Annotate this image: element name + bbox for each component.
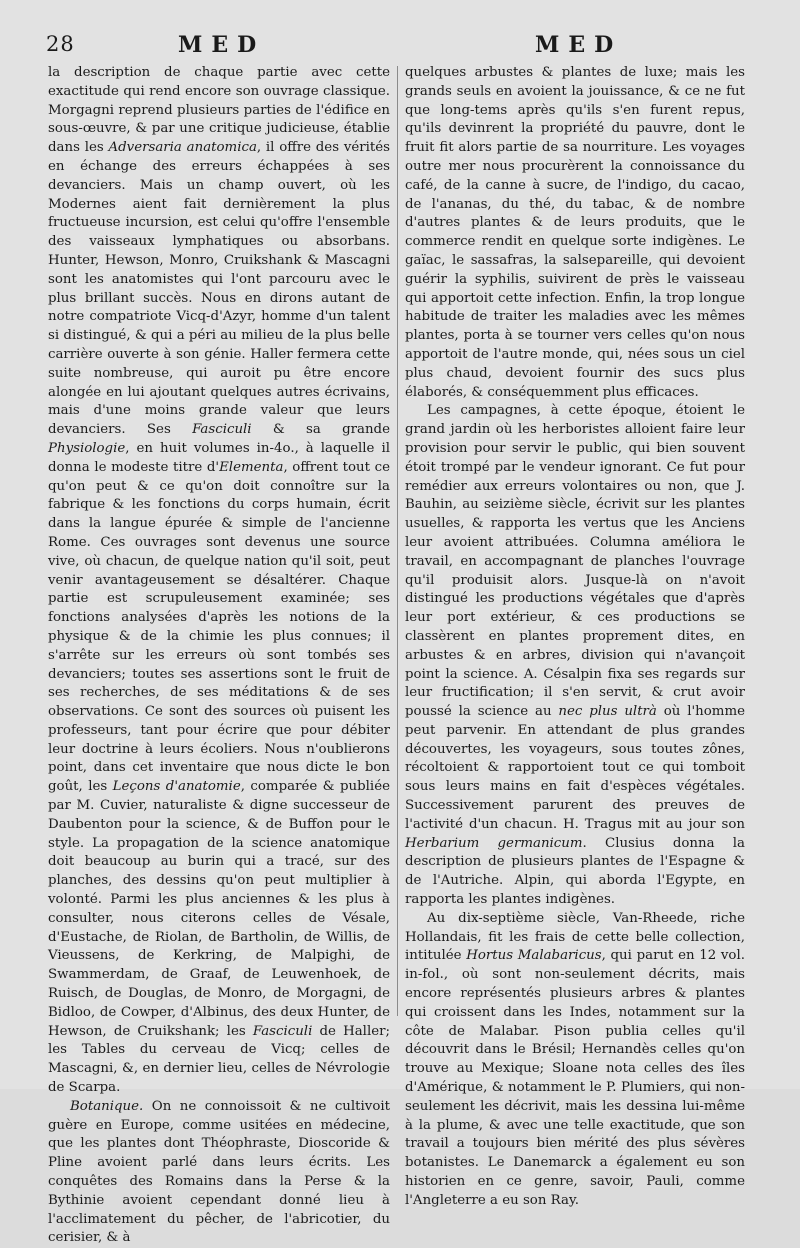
title-fasciculi-haller: Fasciculi (252, 1023, 313, 1039)
title-fasciculi: Fasciculi (192, 422, 252, 438)
running-head-left: MED (178, 32, 266, 58)
title-hortus-malabaricus: Hortus Malabaricus (466, 948, 602, 964)
left-column (48, 64, 390, 1248)
left-paragraph-anatomy: la description de chaque partie avec cette exactitude qui rend encore son ouvrage classique. Morgagni reprend plusieurs parties de l'édifice en sous-œuvre, & par une critique judicieuse, établie dans les Adversaria anatomica, il offre des vérités en échange des erreurs échappées à ses devanciers. Mais un champ ouvert, où les Modernes aient fait dernièrement la plus fructueuse incursion, est celui qu'offre l'ensemble des vaisseaux lymphatiques ou absorbans. Hunter, Hewson, Monro, Cruikshank & Mascagni sont les anatomistes qui l'ont parcouru avec le plus brillant succès. Nous en dirons autant de notre compatriote Vicq-d'Azyr, homme d'un talent si distingué, & qui a péri au milieu de la plus belle carrière ouverte à son génie. Haller fermera cette suite nombreuse, qui auroit pu être encore alongée en lui ajoutant quelques autres écrivains, mais d'une moins grande valeur que leurs devanciers. Ses Fasciculi & sa grande Physiologie, en huit volumes in-4o., à laquelle il donna le modeste titre d'Elementa, offrent tout ce qu'on peut & ce qu'on doit connoître sur la fabrique & les fonctions du corps humain, écrit dans la langue épurée & simple de l'ancienne Rome. Ces ouvrages sont devenus une source vive, où chacun, de quelque nation qu'il soit, peut venir avantageusement se désaltérer. Chaque partie est scrupuleusement examinée; ses fonctions analysées d'après les notions de la physique & de la chimie les plus connues; il s'arrête sur les erreurs où sont tombés ses devanciers; toutes ses assertions sont le fruit de ses recherches, de ses méditations & de ses observations. Ce sont des sources où puisent les professeurs, tant pour écrire que pour débiter leur doctrine à leurs écoliers. Nous n'oublierons point, dans cet inventaire que nous dicte le bon goût, les Leçons d'anatomie, comparée & publiée par M. Cuvier, naturaliste & digne successeur de Daubenton pour la science, & de Buffon pour le style. La propagation de la science anatomique doit beaucoup au burin qui a tracé, sur des planches, des dessins qu'on peut multiplier à volonté. Parmi les plus anciennes & les plus à consulter, nous citerons celles de Vésale, d'Eustache, de Riolan, de Bartholin, de Willis, de Vieussens, de Kerkring, de Malpighi, de Swammerdam, de Graaf, de Leuwenhoek, de Ruisch, de Douglas, de Monro, de Morgagni, de Bidloo, de Cowper, d'Albinus, des deux Hunter, de Hewson, de Cruikshank; les Fasciculi de Haller; les Tables du cerveau de Vicq; celles de Mascagni, &, en dernier lieu, celles de Névrologie de Scarpa. (48, 65, 391, 1096)
title-elementa: Elementa (219, 459, 284, 475)
right-paragraph-2: Les campagnes, à cette époque, étoient le grand jardin où les herboristes alloient faire leur provision pour servir le public, qui bien souvent étoit trompé par le vendeur ignorant. Ce fut pour remédier aux erreurs volontaires ou non, que J. Bauhin, au seizième siècle, écrivit sur les plantes usuelles, & rapporta les vertus que les Anciens leur avoient attribuées. Columna améliora le travail, en accompagnant de planches l'ouvrage qu'il produisit alors. Jusque-là on n'avoit distingué les productions végétales que d'après leur port extérieur, & ces productions se classèrent en plantes proprement dites, en arbustes & en arbres, division qui n'avançoit point la science. A. Césalpin fixa ses regards sur leur fructification; il s'en servit, & crut avoir poussé la science au nec plus ultrà où l'homme peut parvenir. En attendant de plus grandes découvertes, les voyageurs, sous toutes zônes, récoltoient & rapportoient tout ce qui tomboit sous leurs mains en fait d'espèces végétales. Successivement parurent des preuves de l'activité d'un chacun. H. Tragus mit au jour son Herbarium germanicum. Clusius donna la description de plusieurs plantes de l'Espagne & de l'Autriche. Alpin, qui aborda l'Egypte, en rapporta les plantes indigènes. (405, 403, 745, 908)
title-adversaria: Adversaria anatomica (108, 140, 257, 156)
right-paragraph-3: Au dix-septième siècle, Van-Rheede, riche Hollandais, fit les frais de cette belle collection, intitulée Hortus Malabaricus, qui parut en 12 vol. in-fol., où sont non-seulement décrits, mais encore représentés plusieurs arbres & plantes qui croissent dans les Indes, notamment sur la côte de Malabar. Pison publia celles qu'il découvrit dans le Brésil; Hernandès celles qu'on trouve au Mexique; Sloane nota celles des îles d'Amérique, & notamment le P. Plumiers, qui non-seulement les décrivit, mais les dessina lui-même à la plume, & avec une telle exactitude, que son travail a toujours bien mérité des plus sévères botanistes. Le Danemarck a également eu son historien en ce genre, savoir, Pauli, comme l'Angleterre a eu son Ray. (405, 910, 745, 1208)
phrase-nec-plus-ultra: nec plus ultrà (558, 704, 657, 720)
title-lecons-anatomie: Leçons d'anatomie (112, 779, 241, 795)
page-number: 28 (46, 32, 75, 56)
title-physiologie: Physiologie (48, 440, 126, 456)
section-heading-botanique: Botanique. (70, 1098, 144, 1114)
text-columns (48, 64, 748, 1246)
page-header (0, 30, 800, 62)
running-head-right: MED (535, 32, 623, 58)
right-column (405, 64, 745, 1211)
left-paragraph-botanique: Botanique. On ne connoissoit & ne cultivoit guère en Europe, comme usitées en médecine, que les plantes dont Théophraste, Dioscoride & Pline avoient parlé dans leurs écrits. Les conquêtes des Romains dans la Perse & la Bythinie avoient cependant donné lieu à l'acclimatement du pêcher, de l'abricotier, du cerisier, & à (48, 1098, 390, 1246)
right-paragraph-1: quelques arbustes & plantes de luxe; mais les grands seuls en avoient la jouissance, & ce ne fut que long-tems après qu'ils s'en furent repus, qu'ils devinrent la propriété du pauvre, dont le fruit fit alors partie de sa nourriture. Les voyages outre mer nous procurèrent la connoissance du café, de la canne à sucre, de l'indigo, du cacao, de l'ananas, du thé, du tabac, & de nombre d'autres plantes & de leurs produits, que le commerce rendit en quelque sorte indigènes. Le gaïac, le sassafras, la salsepareille, qui devoient guérir la syphilis, suivirent de près le vaisseau qui apportoit cette infection. Enfin, la trop longue habitude de traiter les maladies avec les mêmes plantes, porta à se tourner vers celles qu'on nous apportoit de l'autre monde, qui, nées sous un ciel plus chaud, devoient fournir des sucs plus élaborés, & conséquemment plus efficaces. (405, 65, 745, 400)
column-divider (397, 66, 398, 1016)
title-herbarium: Herbarium germanicum (405, 835, 583, 851)
